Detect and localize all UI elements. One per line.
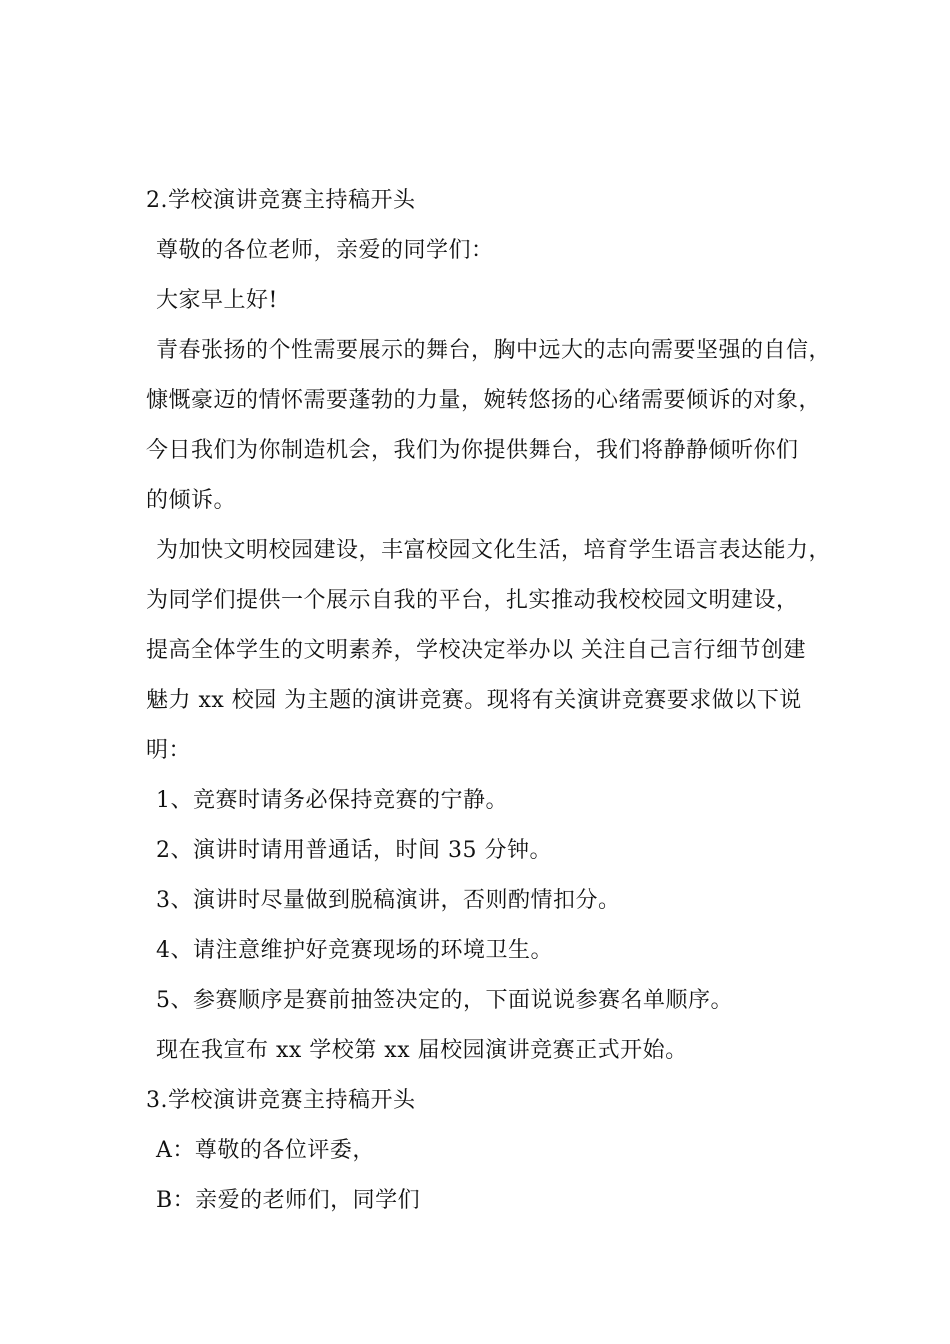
rule-item: 3、演讲时尽量做到脱稿演讲，否则酌情扣分。 (156, 888, 621, 913)
rule-item: 2、演讲时请用普通话，时间 35 分钟。 (156, 838, 552, 863)
paragraph-line: 的倾诉。 (146, 488, 237, 513)
paragraph-line: 提高全体学生的文明素养，学校决定举办以 关注自己言行细节创建 (146, 638, 806, 663)
rule-item: 5、参赛顺序是赛前抽签决定的，下面说说参赛名单顺序。 (156, 988, 733, 1013)
dialogue-line: B：亲爱的老师们，同学们 (156, 1188, 421, 1213)
paragraph-line: 青春张扬的个性需要展示的舞台，胸中远大的志向需要坚强的自信， (156, 338, 832, 363)
closing-line: 现在我宣布 xx 学校第 xx 届校园演讲竞赛正式开始。 (156, 1038, 688, 1063)
paragraph-line: 今日我们为你制造机会，我们为你提供舞台，我们将静静倾听你们 (146, 438, 799, 463)
greeting-line: 尊敬的各位老师，亲爱的同学们： (156, 238, 494, 263)
paragraph-line: 慷慨豪迈的情怀需要蓬勃的力量，婉转悠扬的心绪需要倾诉的对象， (146, 388, 822, 413)
paragraph-line: 为同学们提供一个展示自我的平台，扎实推动我校校园文明建设， (146, 588, 799, 613)
morning-line: 大家早上好! (156, 288, 278, 313)
section-heading: 3.学校演讲竞赛主持稿开头 (146, 1088, 416, 1113)
paragraph-line: 为加快文明校园建设，丰富校园文化生活，培育学生语言表达能力， (156, 538, 832, 563)
section-heading: 2.学校演讲竞赛主持稿开头 (146, 188, 416, 213)
paragraph-line: 明： (146, 738, 192, 763)
rule-item: 4、请注意维护好竞赛现场的环境卫生。 (156, 938, 553, 963)
rule-item: 1、竞赛时请务必保持竞赛的宁静。 (156, 788, 508, 813)
paragraph-line: 魅力 xx 校园 为主题的演讲竞赛。现将有关演讲竞赛要求做以下说 (146, 688, 802, 713)
dialogue-line: A：尊敬的各位评委， (156, 1138, 375, 1163)
